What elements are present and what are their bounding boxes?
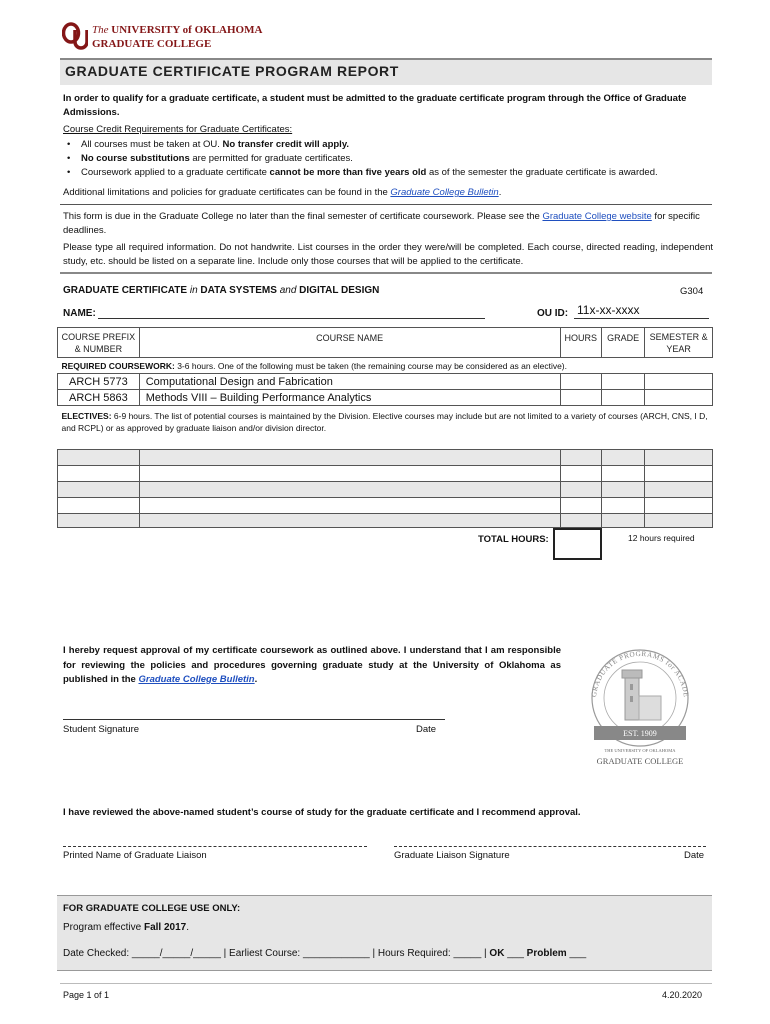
hours-cell[interactable] (560, 390, 601, 406)
total-hours-label: TOTAL HOURS: (478, 534, 549, 545)
review-statement: I have reviewed the above-named student’s course of study for the graduate certificate and I recommend approval. (63, 807, 581, 818)
list-item: • All courses must be taken at OU. No transfer credit will apply. (63, 138, 713, 152)
program-effective: Program effective Fall 2017. (63, 922, 190, 933)
table-header-row (58, 328, 713, 358)
svg-text:GRADUATE PROGRAMS for ACADEMIC: GRADUATE PROGRAMS for ACADE (590, 649, 690, 698)
certificate-title: GRADUATE CERTIFICATE in DATA SYSTEMS and DIGITAL DESIGN (63, 285, 380, 296)
col-header-grade: GRADE (601, 328, 644, 358)
logo-graduate-college: GRADUATE COLLEGE (92, 38, 212, 50)
office-check-line: Date Checked: _____/_____/_____ | Earliest Course: ____________ | Hours Required: _____ | OK ___ Problem ___ (63, 948, 587, 959)
logo-university: UNIVERSITY of OKLAHOMA (111, 24, 263, 36)
seal-icon (580, 640, 700, 750)
type-instructions: Please type all required information. Do not handwrite. List courses in the order they were/will be completed. Each course, directed reading, independent study, etc. should be listed on a separate line. Include only those courses that will be applied to the certificate. (63, 242, 713, 267)
liaison-date-label: Date (684, 850, 705, 861)
name-field[interactable] (98, 318, 485, 319)
course-name[interactable]: Computational Design and Fabrication (139, 374, 560, 390)
table-row (58, 390, 713, 406)
required-hours-note: 12 hours required (628, 533, 695, 543)
name-label: NAME: (63, 308, 96, 319)
office-use-heading: FOR GRADUATE COLLEGE USE ONLY: (63, 903, 241, 914)
col-header-prefix: COURSE PREFIX & NUMBER (58, 328, 140, 358)
grade-cell[interactable] (601, 374, 644, 390)
seal-university: THE UNIVERSITY OF OKLAHOMA (604, 748, 676, 753)
ou-logo (62, 22, 263, 54)
limits-text: Additional limitations and policies for graduate certificates can be found in the Graduate College Bulletin. (63, 187, 502, 198)
footer-divider (60, 983, 712, 984)
table-row (58, 450, 713, 466)
table-row (58, 482, 713, 498)
ou-monogram-icon (62, 22, 88, 52)
requirements-list (63, 138, 713, 180)
requirements-heading: Course Credit Requirements for Graduate Certificates: (63, 124, 293, 135)
col-header-name: COURSE NAME (139, 328, 560, 358)
approval-statement: I hereby request approval of my certificate coursework as outlined above. I understand that I am responsible for reviewing the policies and procedures governing graduate study at the University of Oklahoma as published in the Graduate College Bulletin. (63, 645, 561, 685)
hours-cell[interactable] (560, 374, 601, 390)
list-item: • Coursework applied to a graduate certificate cannot be more than five years old as of the semester the graduate certificate is awarded. (63, 166, 713, 180)
col-header-hours: HOURS (560, 328, 601, 358)
required-coursework-row: REQUIRED COURSEWORK: 3-6 hours. One of the following must be taken (the remaining course may be considered as an elective). (58, 358, 713, 374)
liaison-signature-line[interactable] (394, 846, 706, 847)
col-header-semester: SEMESTER & YEAR (645, 328, 713, 358)
student-signature-line[interactable] (63, 719, 445, 720)
form-date: 4.20.2020 (662, 990, 703, 1000)
qualify-text: In order to qualify for a graduate certificate, a student must be admitted to the graduate certificate program through the Office of Graduate Admissions. (63, 93, 687, 118)
ouid-field[interactable]: 11x-xx-xxxx (574, 303, 709, 319)
page-number: Page 1 of 1 (63, 990, 110, 1000)
electives-row: ELECTIVES: 6-9 hours. The list of potential courses is maintained by the Division. Elective courses may include but are not limited to a variety of courses (ARCH, CNS, I D, and RCPL) or as approved by graduate liaison and/or division director. (58, 406, 713, 450)
table-row (58, 514, 713, 528)
svg-text:EST. 1909: EST. 1909 (623, 729, 657, 738)
divider (60, 272, 712, 274)
student-date-label: Date (416, 724, 437, 735)
course-name[interactable]: Methods VIII – Building Performance Analytics (139, 390, 560, 406)
table-row (58, 466, 713, 482)
due-text: This form is due in the Graduate College no later than the final semester of certificate coursework. Please see the Graduate College website for specific deadlines. (63, 211, 700, 236)
course-table (57, 327, 713, 528)
list-item: • No course substitutions are permitted for graduate certificates. (63, 152, 713, 166)
grade-cell[interactable] (601, 390, 644, 406)
ouid-label: OU ID: (537, 308, 569, 319)
printed-name-line[interactable] (63, 846, 367, 847)
graduate-college-seal (580, 640, 700, 770)
semester-cell[interactable] (645, 374, 713, 390)
course-prefix[interactable]: ARCH 5773 (58, 374, 140, 390)
certificate-code: G304 (680, 286, 704, 297)
printed-name-label: Printed Name of Graduate Liaison (63, 850, 207, 861)
page-title: GRADUATE CERTIFICATE PROGRAM REPORT (65, 63, 399, 79)
liaison-signature-label: Graduate Liaison Signature (394, 850, 510, 861)
bulletin-link[interactable]: Graduate College Bulletin (390, 187, 499, 198)
logo-the: The (92, 24, 109, 36)
total-hours-box[interactable] (553, 528, 602, 560)
table-row (58, 374, 713, 390)
website-link[interactable]: Graduate College website (542, 211, 652, 222)
student-signature-label: Student Signature (63, 724, 140, 735)
table-row (58, 498, 713, 514)
bulletin-link-2[interactable]: Graduate College Bulletin (138, 674, 255, 685)
seal-graduate-college: GRADUATE COLLEGE (596, 756, 684, 766)
course-prefix[interactable]: ARCH 5863 (58, 390, 140, 406)
divider (60, 204, 712, 205)
semester-cell[interactable] (645, 390, 713, 406)
